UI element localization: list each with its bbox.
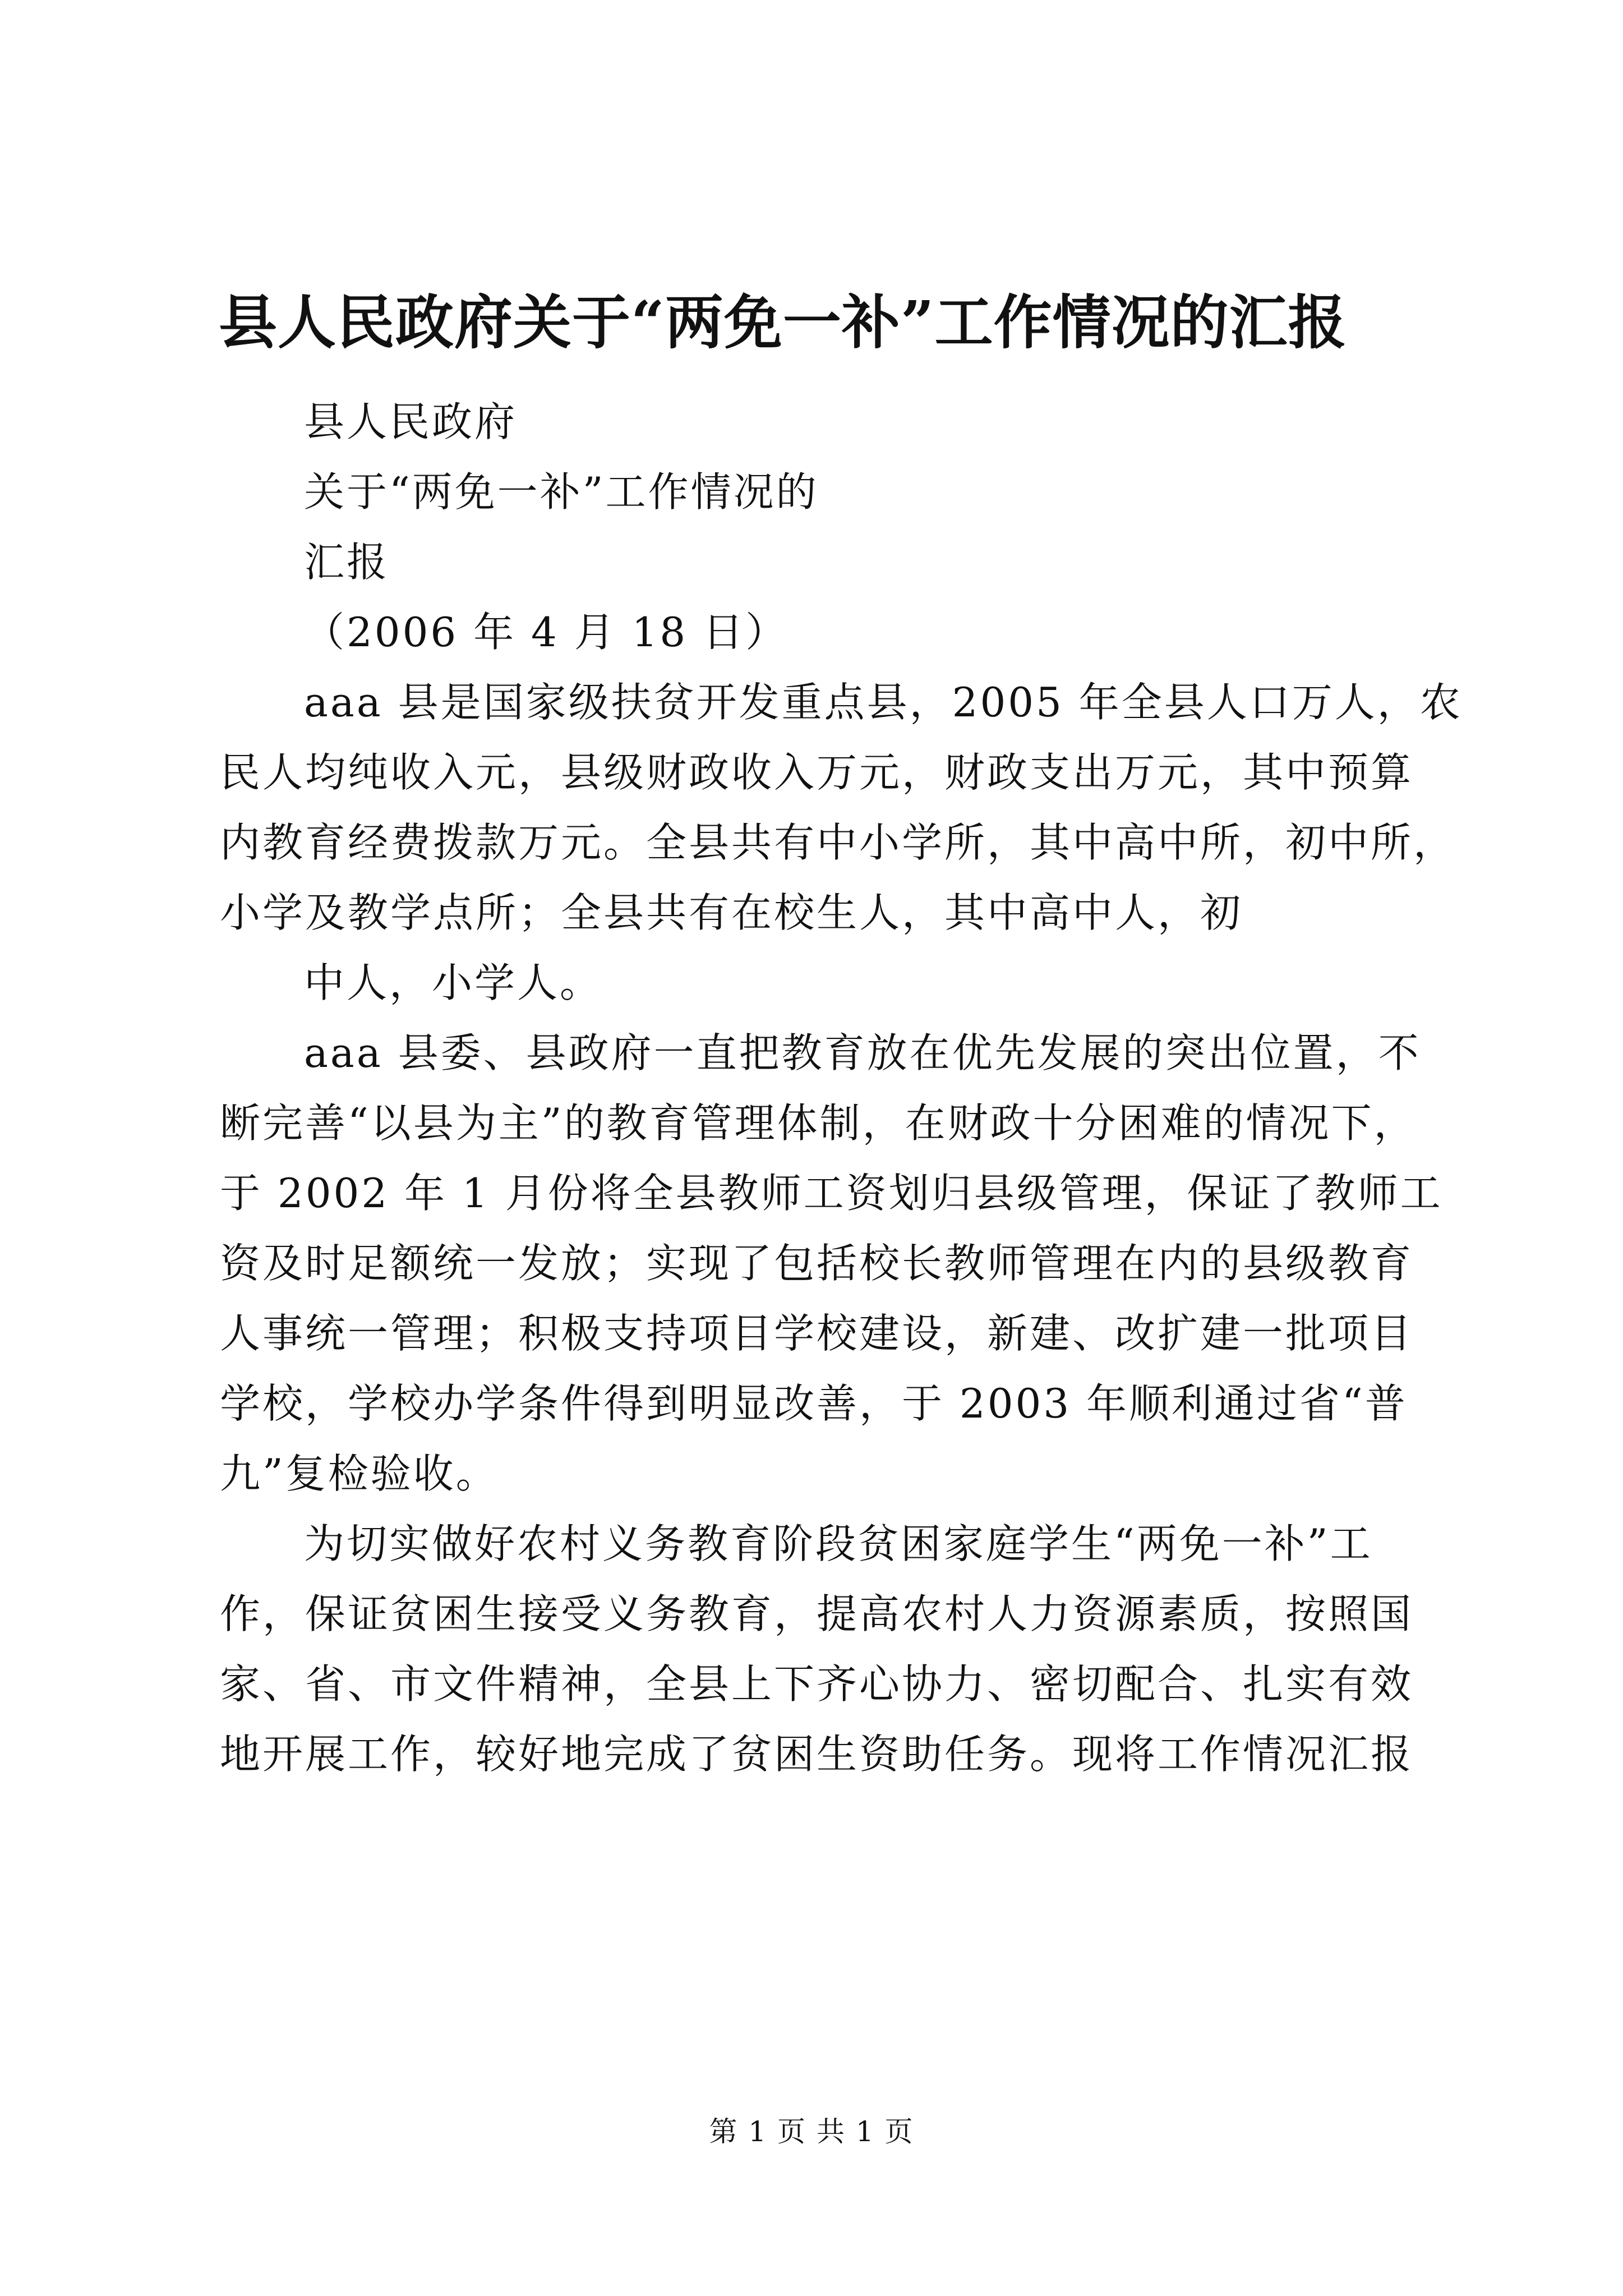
body-line: 学校，学校办学条件得到明显改善，于 2003 年顺利通过省“普 [220,1380,1408,1427]
body-line: 内教育经费拨款万元。全县共有中小学所，其中高中所，初中所， [220,819,1456,866]
body-line: 民人均纯收入元，县级财政收入万元，财政支出万元，其中预算 [220,749,1414,796]
body-line: 县人民政府 [304,398,518,445]
body-line: 为切实做好农村义务教育阶段贫困家庭学生“两免一补”工 [304,1520,1373,1567]
page-footer: 第 1 页 共 1 页 [709,2115,914,2148]
body-line: 九”复检验收。 [220,1450,499,1497]
body-line: aaa 县委、县政府一直把教育放在优先发展的突出位置，不 [304,1029,1421,1076]
body-line: 作，保证贫困生接受义务教育，提高农村人力资源素质，按照国 [220,1590,1414,1637]
body-line: 小学及教学点所；全县共有在校生人，其中高中人，初 [220,889,1243,936]
document-body [220,387,1463,1789]
body-line: （2006 年 4 月 18 日） [304,609,789,656]
body-line: 于 2002 年 1 月份将全县教师工资划归县级管理，保证了教师工 [220,1170,1443,1217]
body-line: aaa 县是国家级扶贫开发重点县，2005 年全县人口万人，农 [304,679,1463,726]
body-line: 地开展工作，较好地完成了贫困生资助任务。现将工作情况汇报 [220,1731,1414,1778]
body-line: 人事统一管理；积极支持项目学校建设，新建、改扩建一批项目 [220,1310,1414,1357]
body-line: 资及时足额统一发放；实现了包括校长教师管理在内的县级教育 [220,1240,1414,1287]
body-line: 断完善“以县为主”的教育管理体制，在财政十分困难的情况下， [220,1099,1417,1147]
body-line: 家、省、市文件精神，全县上下齐心协力、密切配合、扎实有效 [220,1660,1414,1708]
document-title: 县人民政府关于“两免一补”工作情况的汇报 [219,288,1347,357]
body-line: 汇报 [304,539,390,586]
body-line: 关于“两免一补”工作情况的 [304,468,819,516]
body-line: 中人，小学人。 [304,959,603,1006]
